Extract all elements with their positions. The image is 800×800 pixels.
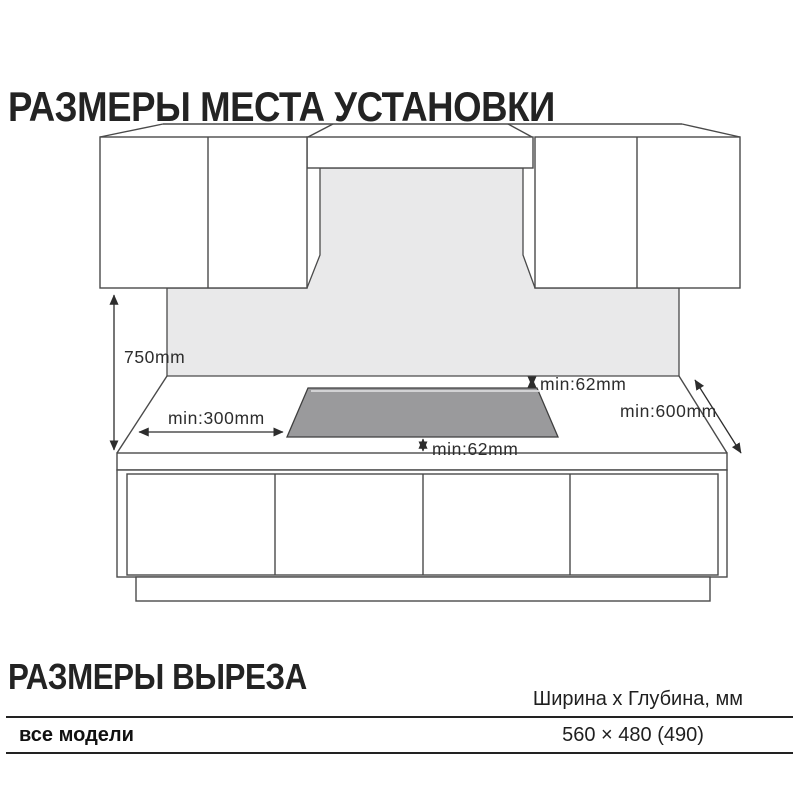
wall-cabinet-left xyxy=(100,137,307,288)
spec-row-value: 560 × 480 (490) xyxy=(562,723,704,746)
spec-row-label: все модели xyxy=(19,723,134,746)
spec-table-header: Ширина x Глубина, мм xyxy=(6,687,793,718)
cutout-dimensions-title: РАЗМЕРЫ ВЫРЕЗА xyxy=(8,655,307,697)
cutout-spec-table xyxy=(6,687,793,754)
base-cabinet-plinth xyxy=(136,577,710,601)
upper-cabinets-top-face xyxy=(100,124,740,137)
cooktop xyxy=(287,388,558,437)
dim-label-side-clearance: min:300mm xyxy=(168,408,265,428)
dim-label-front-clearance: min:62mm xyxy=(432,439,519,459)
wall-cabinet-right xyxy=(535,137,740,288)
installation-dimensions-title: РАЗМЕРЫ МЕСТА УСТАНОВКИ xyxy=(8,83,555,131)
countertop-front-edge xyxy=(117,453,727,470)
dim-label-back-clearance: min:62mm xyxy=(540,374,627,394)
dim-label-counter-depth: min:600mm xyxy=(620,401,717,421)
cooker-hood xyxy=(307,137,533,168)
dim-label-worktop-height: 750mm xyxy=(124,347,186,367)
base-cabinet xyxy=(117,470,727,601)
spec-table-row xyxy=(6,718,793,754)
